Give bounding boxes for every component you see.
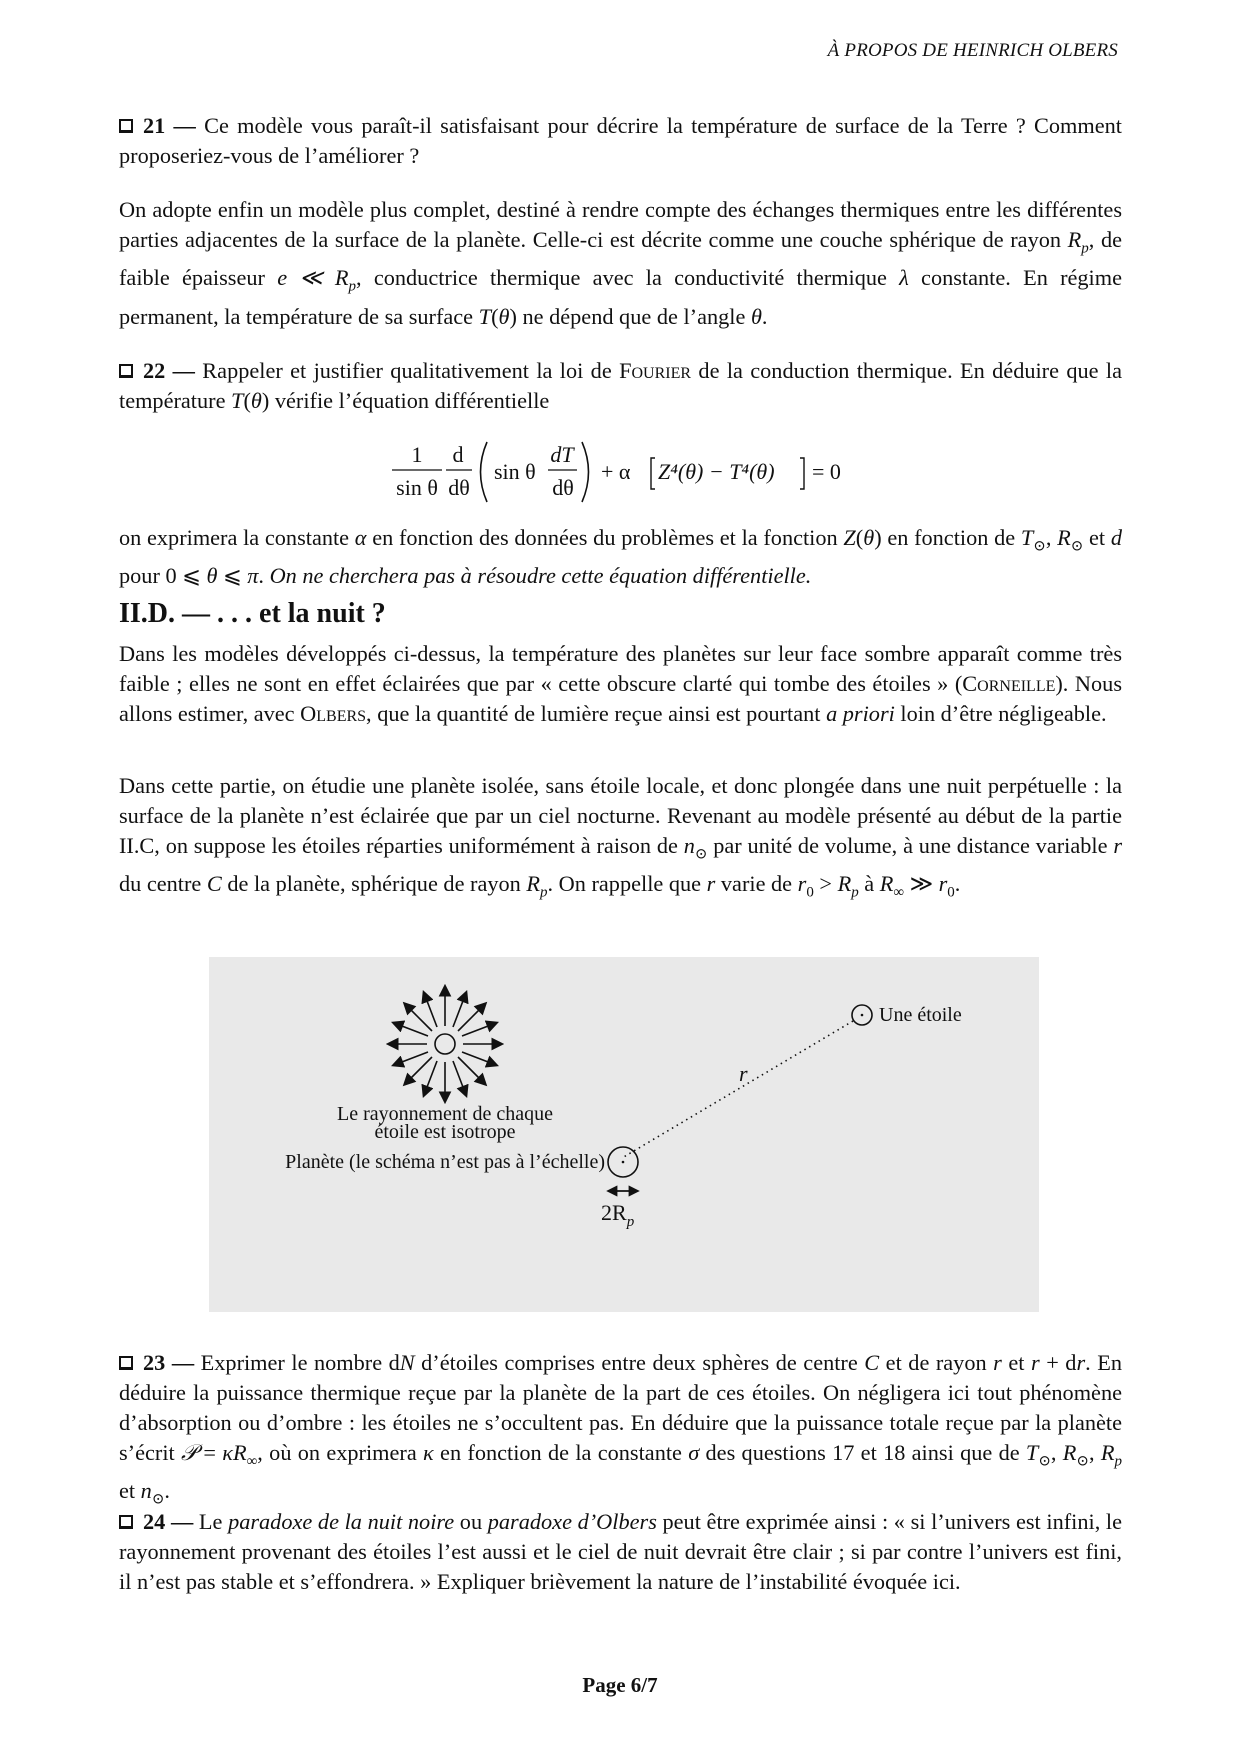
text: . [164, 1478, 170, 1504]
text: en fonction de la constante [433, 1440, 689, 1465]
text: ou [454, 1509, 488, 1534]
text: pour [119, 563, 166, 589]
paragraph-night-2: Dans cette partie, on étudie une planète isolée, sans étoile locale, et donc plongée dans une nuit perpétuelle : la surface de la planète n’est éclairée que par un ciel nocturne. Revenant au modèle présenté au début de la partie II.C, on suppose les étoiles réparties uniformément à raison de $n_⊙$ par unité de volume, à une distance variable r du centre C de la planète, sphérique de rayon $R_p$. On rappelle que r varie de $r_0 > R_p$ à $R_\infty$ ≫ $r_0$. [119, 773, 1122, 901]
page-number: Page 6/7 [582, 1673, 658, 1697]
text: , conductrice thermique avec la conductivité thermique [356, 265, 900, 291]
isotropy-label-line1: Le rayonnement de chaque [336, 1103, 554, 1125]
planet-symbol-icon [608, 1147, 638, 1177]
dT-den: dθ [552, 475, 574, 500]
text: on exprimera la constante [119, 525, 355, 550]
text: , où on exprimera [257, 1440, 424, 1465]
text: Rappeler et justifier qualitativement la loi de [194, 358, 620, 383]
text: constante. En régime permanent, la température de sa surface [119, 265, 1122, 329]
isotropic-star-icon [389, 987, 501, 1101]
text: vérifie l’équation différentielle [269, 388, 550, 413]
question-21 [119, 111, 1122, 171]
text: . [761, 303, 768, 329]
text: . [954, 871, 961, 897]
planet-label: Planète (le schéma n’est pas à l’échelle) [285, 1151, 605, 1173]
text: . [258, 563, 270, 589]
text: loin d’être négligeable. [894, 701, 1107, 726]
question-24 [119, 1507, 1122, 1597]
text: Dans les modèles développés ci-dessus, la température des planètes sur leur face sombre apparaît comme très faible ; elles ne sont en effet éclairées que par « cette obscure clarté qui tombe des étoiles » ( [119, 641, 1122, 696]
diameter-label: $2R_p$ [601, 1200, 635, 1230]
name-olbers: Olbers [300, 701, 367, 726]
figure-diagram [209, 957, 1039, 1312]
text: du centre [119, 871, 207, 897]
question-text: Ce modèle vous paraît-il satisfaisant pour décrire la température de surface de la Terre ? Comment proposeriez-vous de l’améliorer ? [119, 113, 1122, 168]
paragraph-model: On adopte enfin un modèle plus complet, destiné à rendre compte des échanges thermiques entre les différentes parties adjacentes de la surface de la planète. Celle-ci est décrite comme une couche sphérique de rayon $R_p$, de faible épaisseur e ≪ $R_p$, conductrice thermique avec la conductivité thermique λ constante. En régime permanent, la température de sa surface T(θ) ne dépend que de l’angle θ. [119, 197, 1122, 329]
math: θ [750, 303, 762, 329]
text: de la planète, sphérique de rayon [221, 871, 527, 897]
checkbox-icon [119, 119, 133, 133]
plus-alpha: + α [601, 459, 631, 484]
text: par unité de volume, à une distance variable [707, 833, 1114, 858]
checkbox-icon [119, 364, 133, 378]
text: à [858, 871, 880, 897]
star-label: Une étoile [879, 1004, 962, 1026]
section-title: II.D. — . . . et la nuit ? [119, 598, 386, 629]
text: On adopte enfin un modèle plus complet, destiné à rendre compte des échanges thermiques entre les différentes parties adjacentes de la surface de la planète. Celle-ci est décrite comme une couche sphérique de rayon [119, 197, 1122, 252]
paragraph-night-1 [119, 639, 1122, 729]
star-symbol-icon [852, 1005, 872, 1025]
question-22: 22 — Rappeler et justifier qualitativement la loi de Fourier de la conduction thermique. En déduire que la température T(θ) vérifie l’équation différentielle [119, 358, 1122, 413]
d-num: d [452, 442, 464, 467]
dT-num: dT [550, 442, 574, 467]
checkbox-icon [119, 1356, 133, 1370]
differential-equation [0, 432, 1240, 512]
text: et [1083, 525, 1111, 550]
text: Dans cette partie, on étudie une planète isolée, sans étoile locale, et donc plongée dans une nuit perpétuelle : la surface de la planète n’est éclairée que par un ciel nocturne. Revenant au modèle présenté au début de la partie II.C, on suppose les étoiles réparties uniformément à raison de [119, 773, 1122, 858]
sin-theta: sin θ [494, 459, 536, 484]
italic-paradox-1: paradoxe de la nuit noire [228, 1509, 455, 1534]
isotropy-label-line2: étoile est isotrope [374, 1121, 516, 1143]
d-den: dθ [448, 475, 470, 500]
text: . On rappelle que [547, 871, 707, 897]
checkbox-icon [119, 1515, 133, 1529]
italic-note: On ne cherchera pas à résoudre cette équation différentielle. [269, 563, 812, 589]
name-corneille: Corneille [962, 671, 1056, 696]
text: Le [193, 1509, 229, 1534]
question-23: 23 — Exprimer le nombre dN d’étoiles comprises entre deux sphères de centre C et de rayon r et r + dr. En déduire la puissance thermique reçue par la planète de la part de ces étoiles. On négligera ici tout phénomène d’absorption ou d’ombre : les étoiles ne s’occultent pas. En déduire que la puissance totale reçue par la planète s’écrit 𝒫 = $\kappa R_\infty$, où on exprimera κ en fonction de la constante σ des questions 17 et 18 ainsi que de $T_⊙$, $R_⊙$, $R_p$ et $n_⊙$. [119, 1350, 1123, 1508]
math: T [231, 388, 244, 413]
text: varie de [715, 871, 798, 897]
italic-apriori: a priori [826, 701, 895, 726]
text: ). Nous allons estimer, avec [119, 671, 1122, 726]
text: ne dépend que de l’angle [516, 303, 751, 329]
math: λ [899, 265, 909, 291]
text: d’étoiles comprises entre deux sphères de centre [414, 1350, 865, 1375]
text: , de faible épaisseur [119, 227, 1122, 291]
paragraph-after-equation: on exprimera la constante α en fonction des données du problèmes et la fonction Z(θ) en fonction de $T_⊙$, $R_⊙$ et d pour 0 ⩽ θ ⩽ π. On ne cherchera pas à résoudre cette équation différentielle. [119, 525, 1122, 589]
text: et de rayon [879, 1350, 994, 1375]
equals-zero: = 0 [812, 459, 841, 484]
text: peut être exprimée ainsi : « si l’univers est infini, le rayonnement provenant des étoiles l’est aussi et le ciel de nuit devrait être clair ; si par contre l’univers est fini, il n’est pas stable et s’effondrera. » Expliquer brièvement la nature de l’instabilité évoquée ici. [119, 1509, 1123, 1594]
bracket-content: Z⁴(θ) − T⁴(θ) [658, 459, 775, 484]
distance-line [622, 1021, 853, 1158]
text: de la conduction thermique. En déduire que la température [119, 358, 1122, 413]
name-fourier: Fourier [619, 358, 692, 383]
text: Exprimer le nombre d [194, 1350, 400, 1375]
italic-paradox-2: paradoxe d’Olbers [487, 1509, 657, 1534]
text: , que la quantité de lumière reçue ainsi est pourtant [366, 701, 827, 726]
text: et [1001, 1350, 1031, 1375]
figure-panel [209, 957, 1039, 1312]
question-number: 21 — [143, 113, 196, 138]
text: des questions 17 et 18 ainsi que de [699, 1440, 1026, 1465]
text: en fonction de [881, 525, 1021, 550]
question-number: 24 — [143, 1509, 194, 1534]
frac-num: 1 [411, 442, 423, 467]
text: en fonction des données du problèmes et la fonction [366, 525, 844, 550]
question-number: 22 — [143, 358, 195, 383]
distance-label: r [739, 1061, 748, 1086]
running-header: À PROPOS DE HEINRICH OLBERS [827, 40, 1118, 61]
math: e ≪ $R_p$ [277, 265, 357, 295]
math: T [478, 303, 492, 329]
frac-den: sin θ [396, 475, 438, 500]
math: $R_p$ [1067, 227, 1089, 257]
question-number: 23 — [143, 1350, 195, 1375]
text: . En déduire la puissance thermique reçue par la planète de la part de ces étoiles. On négligera ici tout phénomène d’absorption ou d’ombre : les étoiles ne s’occultent pas. En déduire que la puissance totale reçue par la planète s’écrit [119, 1350, 1123, 1465]
